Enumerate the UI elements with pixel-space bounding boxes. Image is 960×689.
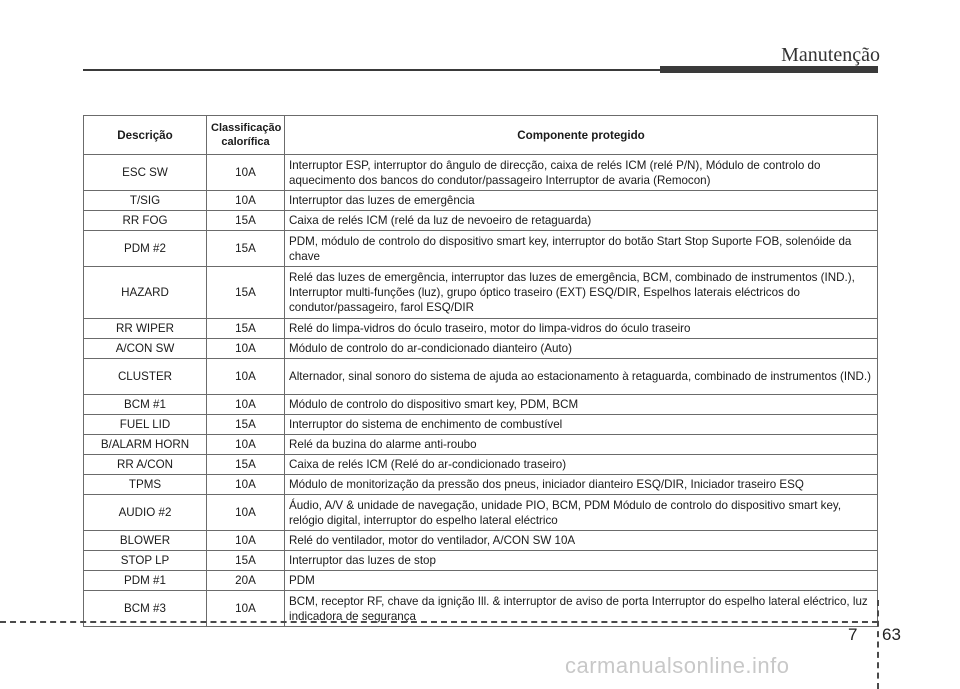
fuse-description: BCM #1 bbox=[84, 395, 207, 415]
chapter-number: 7 bbox=[848, 625, 858, 644]
fuse-component: Módulo de monitorização da pressão dos pneus, iniciador dianteiro ESQ/DIR, Iniciador traseiro ESQ bbox=[285, 475, 878, 495]
fuse-description: BCM #3 bbox=[84, 591, 207, 627]
fuse-component: PDM, módulo de controlo do dispositivo smart key, interruptor do botão Start Stop Suporte FOB, solenóide da chave bbox=[285, 231, 878, 267]
fuse-rating: 15A bbox=[207, 211, 285, 231]
fuse-rating: 10A bbox=[207, 495, 285, 531]
fuse-component: Interruptor do sistema de enchimento de combustível bbox=[285, 415, 878, 435]
fuse-component: Alternador, sinal sonoro do sistema de ajuda ao estacionamento à retaguarda, combinado de instrumentos (IND.) bbox=[285, 359, 878, 395]
fuse-component: Interruptor das luzes de emergência bbox=[285, 191, 878, 211]
table-row bbox=[84, 475, 878, 495]
fuse-rating: 15A bbox=[207, 551, 285, 571]
table-row bbox=[84, 319, 878, 339]
fuse-description: RR WIPER bbox=[84, 319, 207, 339]
fuse-description: RR A/CON bbox=[84, 455, 207, 475]
fuse-rating: 10A bbox=[207, 475, 285, 495]
table-row bbox=[84, 267, 878, 319]
header-component: Componente protegido bbox=[285, 116, 878, 155]
fuse-description: BLOWER bbox=[84, 531, 207, 551]
table-row bbox=[84, 551, 878, 571]
header-description: Descrição bbox=[84, 116, 207, 155]
fuse-description: B/ALARM HORN bbox=[84, 435, 207, 455]
table-row bbox=[84, 155, 878, 191]
fuse-rating: 10A bbox=[207, 435, 285, 455]
fuse-description: RR FOG bbox=[84, 211, 207, 231]
table-row bbox=[84, 395, 878, 415]
fuse-rating: 10A bbox=[207, 395, 285, 415]
fuse-rating: 10A bbox=[207, 359, 285, 395]
table-row bbox=[84, 231, 878, 267]
fuse-component: Módulo de controlo do ar-condicionado dianteiro (Auto) bbox=[285, 339, 878, 359]
fuse-component: Relé da buzina do alarme anti-roubo bbox=[285, 435, 878, 455]
table-row bbox=[84, 211, 878, 231]
fuse-rating: 20A bbox=[207, 571, 285, 591]
table-row bbox=[84, 571, 878, 591]
page-number: 63 bbox=[882, 625, 901, 644]
header-rule-thick bbox=[660, 66, 878, 73]
fuse-component: BCM, receptor RF, chave da ignição Ill. & interruptor de aviso de porta Interruptor do espelho lateral eléctrico, luz indicadora de segurança bbox=[285, 591, 878, 627]
table-row bbox=[84, 191, 878, 211]
fuse-description: T/SIG bbox=[84, 191, 207, 211]
fuse-component: Interruptor das luzes de stop bbox=[285, 551, 878, 571]
fuse-description: STOP LP bbox=[84, 551, 207, 571]
fuse-rating: 10A bbox=[207, 191, 285, 211]
watermark: carmanualsonline.info bbox=[565, 653, 790, 678]
table-row bbox=[84, 455, 878, 475]
footer-divider bbox=[877, 600, 879, 689]
header-rating: Classificação calorífica bbox=[207, 116, 285, 155]
fuse-rating: 10A bbox=[207, 531, 285, 551]
header-rule bbox=[83, 69, 660, 71]
table-header-row bbox=[84, 116, 878, 155]
fuse-component: Relé do ventilador, motor do ventilador, A/CON SW 10A bbox=[285, 531, 878, 551]
fuse-component: PDM bbox=[285, 571, 878, 591]
fuse-component: Interruptor ESP, interruptor do ângulo de direcção, caixa de relés ICM (relé P/N), Módulo de controlo do aquecimento dos bancos do condutor/passageiro Interruptor de avaria (Remocon) bbox=[285, 155, 878, 191]
fuse-description: AUDIO #2 bbox=[84, 495, 207, 531]
fuse-description: PDM #2 bbox=[84, 231, 207, 267]
fuse-rating: 10A bbox=[207, 591, 285, 627]
fuse-description: A/CON SW bbox=[84, 339, 207, 359]
fuse-component: Caixa de relés ICM (relé da luz de nevoeiro de retaguarda) bbox=[285, 211, 878, 231]
fuse-description: HAZARD bbox=[84, 267, 207, 319]
fuse-description: PDM #1 bbox=[84, 571, 207, 591]
table-row bbox=[84, 435, 878, 455]
table-row bbox=[84, 359, 878, 395]
fuse-table bbox=[83, 115, 878, 627]
table-row bbox=[84, 415, 878, 435]
fuse-component: Caixa de relés ICM (Relé do ar-condicionado traseiro) bbox=[285, 455, 878, 475]
fuse-rating: 15A bbox=[207, 319, 285, 339]
fuse-component: Relé das luzes de emergência, interruptor das luzes de emergência, BCM, combinado de instrumentos (IND.), Interruptor multi-funções (luz), grupo óptico traseiro (EXT) ESQ/DIR, Espelhos laterais eléctricos do condutor/passageiro, farol ESQ/DIR bbox=[285, 267, 878, 319]
footer-rule bbox=[0, 621, 878, 623]
table-row bbox=[84, 495, 878, 531]
fuse-component: Módulo de controlo do dispositivo smart key, PDM, BCM bbox=[285, 395, 878, 415]
table-row bbox=[84, 339, 878, 359]
section-title: Manutenção bbox=[781, 44, 880, 66]
fuse-description: CLUSTER bbox=[84, 359, 207, 395]
fuse-description: ESC SW bbox=[84, 155, 207, 191]
fuse-rating: 15A bbox=[207, 267, 285, 319]
fuse-rating: 15A bbox=[207, 415, 285, 435]
fuse-component: Relé do limpa-vidros do óculo traseiro, motor do limpa-vidros do óculo traseiro bbox=[285, 319, 878, 339]
fuse-component: Áudio, A/V & unidade de navegação, unidade PIO, BCM, PDM Módulo de controlo do dispositivo smart key, relógio digital, interruptor do espelho lateral eléctrico bbox=[285, 495, 878, 531]
fuse-rating: 10A bbox=[207, 339, 285, 359]
fuse-rating: 15A bbox=[207, 231, 285, 267]
fuse-rating: 10A bbox=[207, 155, 285, 191]
fuse-rating: 15A bbox=[207, 455, 285, 475]
fuse-description: TPMS bbox=[84, 475, 207, 495]
fuse-description: FUEL LID bbox=[84, 415, 207, 435]
table-row bbox=[84, 531, 878, 551]
